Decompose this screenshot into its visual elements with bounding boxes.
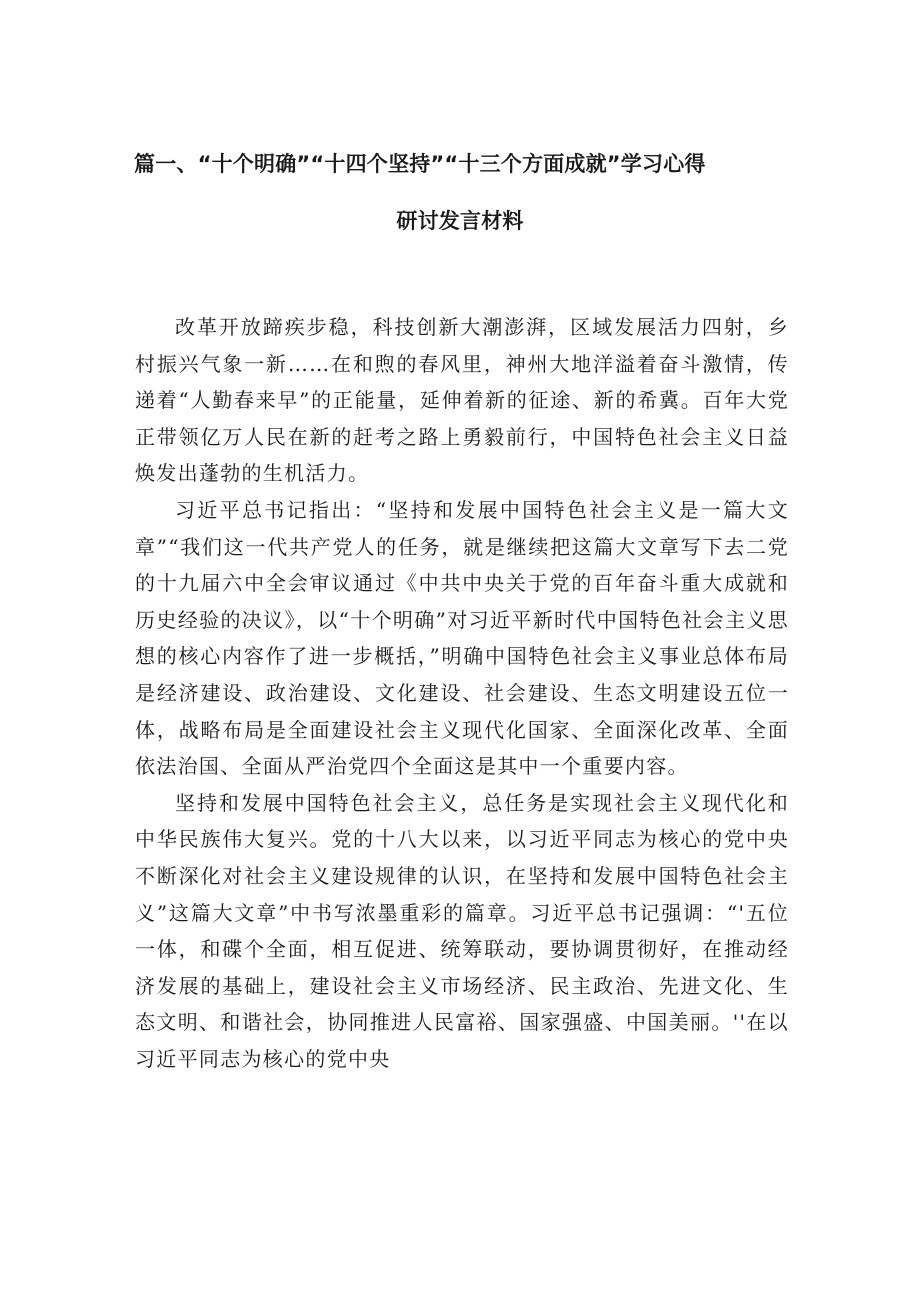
paragraph-3: 坚持和发展中国特色社会主义，总任务是实现社会主义现代化和中华民族伟大复兴。党的十八大以来，以习近平同志为核心的党中央不断深化对社会主义建设规律的认识，在坚持和发展中国特色社会主义”这篇大文章”中书写浓墨重彩的篇章。习近平总书记强调：“'五位一体，和碟个全面，相互促进、统筹联动，要协调贯彻好，在推动经济发展的基础上，建设社会主义市场经济、民主政治、先进文化、生态文明、和谐社会，协同推进人民富裕、国家强盛、中国美丽。''在以习近平同志为核心的党中央 — [135, 790, 789, 1071]
paragraph-1: 改革开放蹄疾步稳，科技创新大潮澎湃，区域发展活力四射，乡村振兴气象一新……在和煦的春风里，神州大地洋溢着奋斗激情，传递着“人勤春来早”的正能量，延伸着新的征途、新的希冀。百年大党正带领亿万人民在新的赶考之路上勇毅前行，中国特色社会主义日益焕发出蓬勃的生机活力。 — [135, 315, 789, 486]
document-title-line1: 篇一、“十个明确”“十四个坚持”“十三个方面成就”学习心得 — [134, 152, 706, 176]
document-body — [135, 309, 789, 1077]
paragraph-2: 习近平总书记指出：“坚持和发展中国特色社会主义是一篇大文章”“我们这一代共产党人的任务，就是继续把这篇大文章写下去二党的十九届六中全会审议通过《中共中央关于党的百年奋斗重大成就和历史经验的决议》，以“十个明确”对习近平新时代中国特色社会主义思想的核心内容作了进一步概括，”明确中国特色社会主义事业总体布局是经济建设、政治建设、文化建设、社会建设、生态文明建设五位一体，战略布局是全面建设社会主义现代化国家、全面深化改革、全面依法治国、全面从严治党四个全面这是其中一个重要内容。 — [135, 497, 789, 779]
document-title-line2: 研讨发言材料 — [396, 209, 524, 233]
